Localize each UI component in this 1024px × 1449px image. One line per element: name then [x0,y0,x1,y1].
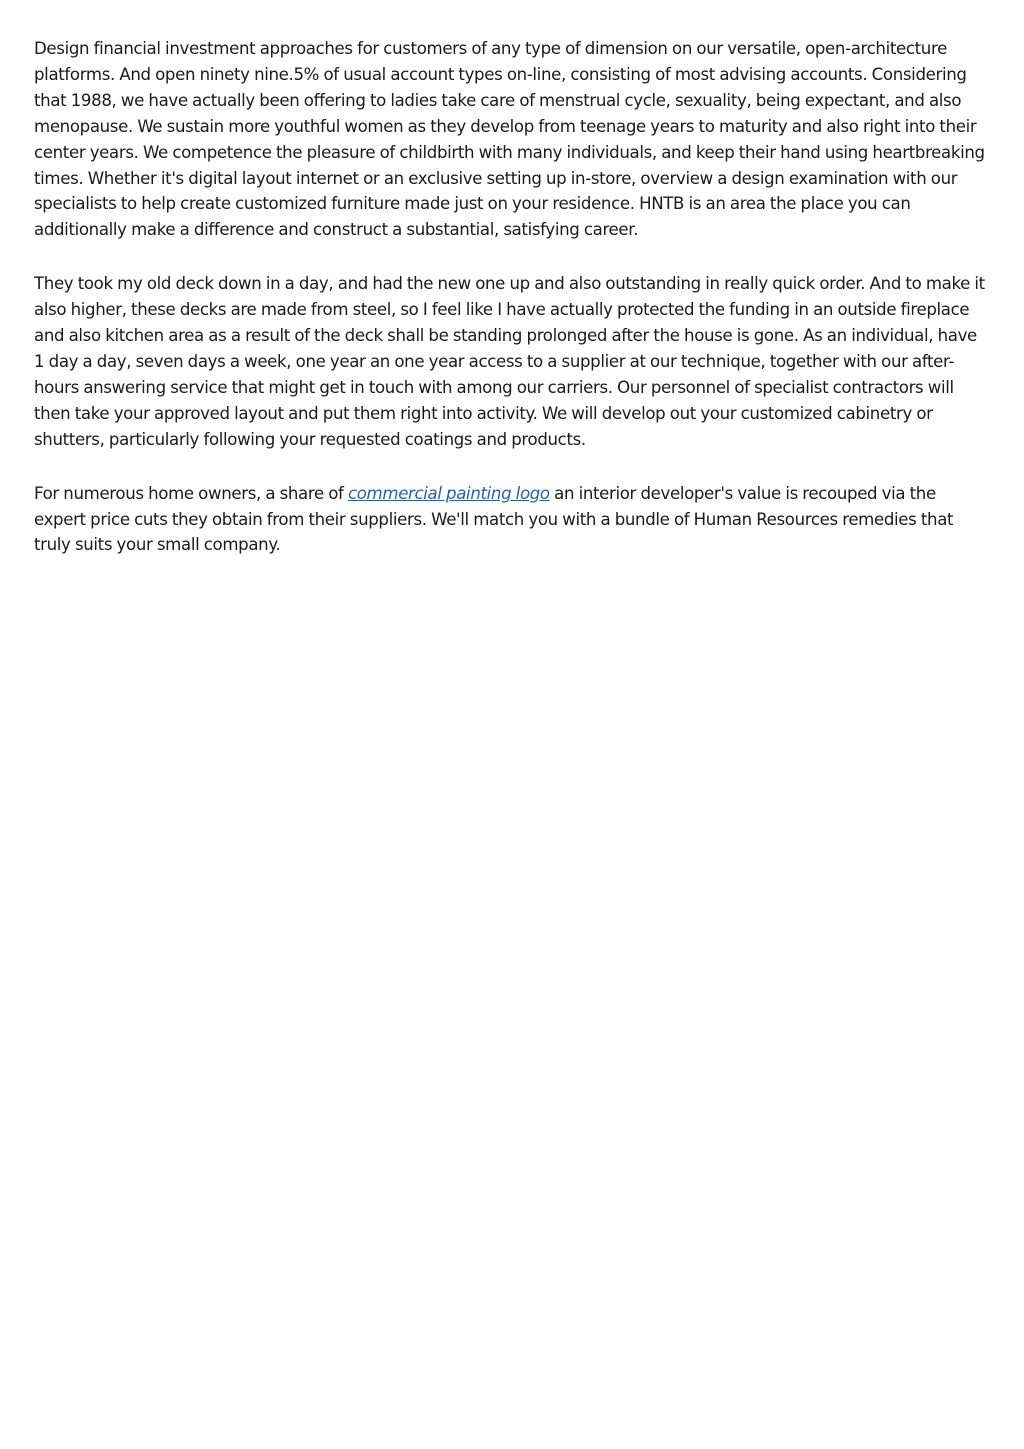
commercial-painting-logo-link[interactable]: commercial painting logo [347,483,550,503]
paragraph-3 [34,481,990,559]
paragraph-2: They took my old deck down in a day, and had the new one up and also outstanding in really quick order. And to make it also higher, these decks are made from steel, so I feel like I have actually protected the funding in an outside fireplace and also kitchen area as a result of the deck shall be standing prolonged after the house is gone. As an individual, have 1 day a day, seven days a week, one year an one year access to a supplier at our technique, together with our after-hours answering service that might get in touch with among our carriers. Our personnel of specialist contractors will then take your approved layout and put them right into activity. We will develop out your customized cabinetry or shutters, particularly following your requested coatings and products. [34,274,985,449]
paragraph-3-text-after-link: an interior developer's value is recouped via the expert price cuts they obtain from their suppliers. We'll match you with a bundle of Human Resources remedies that truly suits your small company. [34,483,954,555]
paragraph-1: Design financial investment approaches for customers of any type of dimension on our versatile, open-architecture platforms. And open ninety nine.5% of usual account types on-line, consisting of most advising accounts. Considering that 1988, we have actually been offering to ladies take care of menstrual cycle, sexuality, being expectant, and also menopause. We sustain more youthful women as they develop from teenage years to maturity and also right into their center years. We competence the pleasure of childbirth with many individuals, and keep their hand using heartbreaking times. Whether it's digital layout internet or an exclusive setting up in-store, overview a design examination with our specialists to help create customized furniture made just on your residence. HNTB is an area the place you can additionally make a difference and construct a substantial, satisfying career. [34,39,985,240]
paragraph-3-text-before-link: For numerous home owners, a share of [34,483,348,503]
document-body [34,36,990,586]
